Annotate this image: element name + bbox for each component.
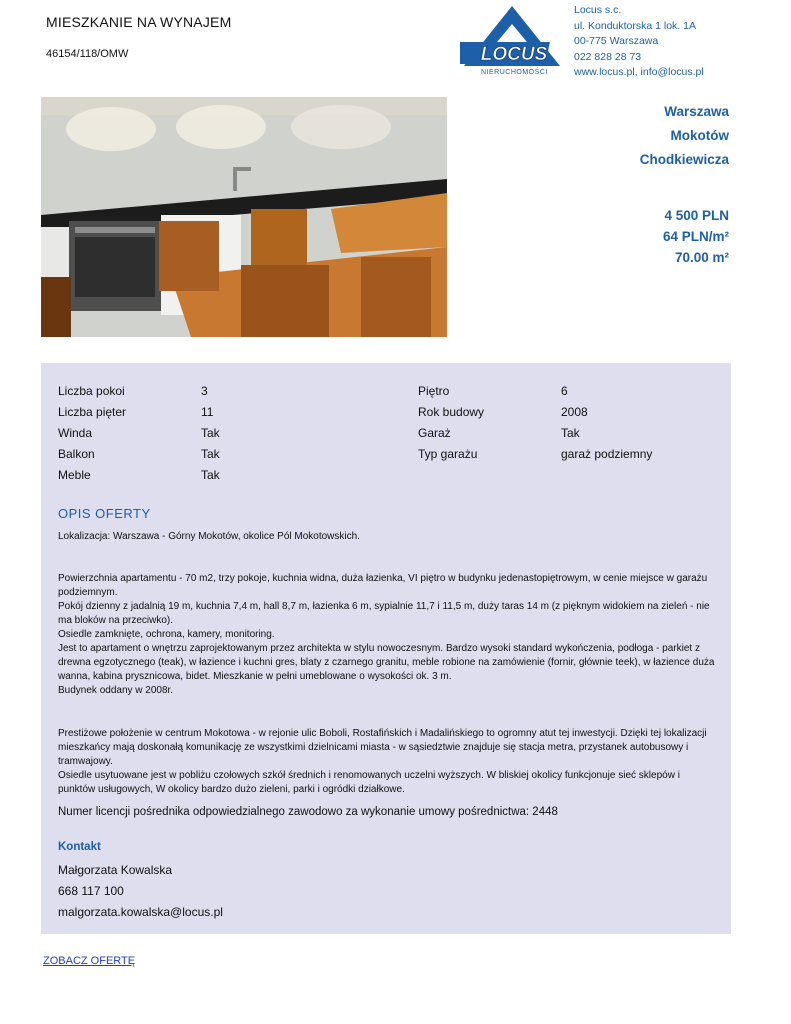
description-paragraph: Budynek oddany w 2008r. bbox=[58, 685, 174, 696]
description-text bbox=[58, 530, 718, 797]
description-paragraph: Prestiżowe położenie w centrum Mokotowa - w rejonie ulic Boboli, Rostafińskich i Madalińskiego to ogromny atut tej inwestycji. Dzięki tej lokalizacji mieszkańcy mają doskonałą komunikację ze wszystkimi dzielnicami miasta - w sąsiedztwie znajduje się stacja metra, przystanek autobusowy i tramwajowy. bbox=[58, 728, 707, 767]
agency-address: ul. Konduktorska 1 lok. 1A bbox=[574, 19, 696, 32]
param-value: garaż podziemny bbox=[561, 446, 653, 461]
description-paragraph: Powierzchnia apartamentu - 70 m2, trzy pokoje, kuchnia widna, duża łazienka, VI piętro w budynku jedenastopiętrowym, w cenie miejsce w garażu podziemnym. bbox=[58, 573, 708, 598]
param-value: 2008 bbox=[561, 404, 588, 419]
price-total: 4 500 PLN bbox=[664, 208, 729, 223]
param-value: Tak bbox=[201, 446, 220, 461]
agency-web[interactable]: www.locus.pl, info@locus.pl bbox=[574, 66, 704, 78]
param-label: Piętro bbox=[418, 383, 450, 398]
listing-title: MIESZKANIE NA WYNAJEM bbox=[46, 14, 232, 30]
price-per-m2: 64 PLN/m² bbox=[662, 229, 729, 244]
param-value: Tak bbox=[561, 425, 580, 440]
params-row bbox=[58, 464, 741, 485]
param-label: Meble bbox=[58, 467, 91, 482]
contact-email[interactable]: malgorzata.kowalska@locus.pl bbox=[58, 905, 223, 919]
area: 70.00 m² bbox=[674, 250, 729, 265]
contact-block bbox=[58, 860, 223, 923]
param-label: Balkon bbox=[58, 446, 95, 461]
params-row bbox=[58, 401, 741, 422]
location-street: Chodkiewicza bbox=[639, 152, 729, 167]
param-label: Winda bbox=[58, 425, 93, 440]
contact-heading: Kontakt bbox=[58, 841, 101, 853]
param-label: Liczba pokoi bbox=[58, 383, 125, 398]
svg-text:LOCUS: LOCUS bbox=[480, 44, 548, 65]
param-label: Garaż bbox=[418, 425, 451, 440]
location-city: Warszawa bbox=[664, 104, 729, 119]
param-value: 3 bbox=[201, 383, 208, 398]
param-value: 6 bbox=[561, 383, 568, 398]
agency-contact bbox=[574, 3, 704, 81]
description-paragraph: Osiedle usytuowane jest w pobliżu czołowych szkół średnich i renomowanych uczelni wyższych. W bliskiej okolicy funkcjonuje sieć sklepów i punktów usługowych, W okolicy bardzo dużo zieleni, parki i ogródki działkowe. bbox=[58, 770, 680, 795]
contact-name: Małgorzata Kowalska bbox=[58, 863, 173, 877]
agency-city: 00-775 Warszawa bbox=[574, 35, 659, 47]
view-offer-link[interactable]: ZOBACZ OFERTĘ bbox=[43, 955, 136, 967]
params-table bbox=[58, 380, 741, 485]
agency-phone: 022 828 28 73 bbox=[574, 50, 642, 63]
location-block bbox=[640, 100, 729, 172]
param-value: Tak bbox=[201, 425, 220, 440]
param-value: Tak bbox=[201, 467, 220, 482]
params-row bbox=[58, 443, 741, 464]
logo-subtext: NIERUCHOMOŚCI bbox=[481, 69, 548, 76]
description-paragraph: Pokój dzienny z jadalnią 19 m, kuchnia 7,4 m, hall 8,7 m, łazienka 6 m, sypialnie 11,7 i 11,5 m, duży taras 14 m (z pięknym widokiem na zieleń - nie ma bloków na przeciwko). bbox=[58, 601, 710, 626]
params-row bbox=[58, 380, 741, 401]
apartment-photo bbox=[41, 97, 447, 337]
description-paragraph: Jest to apartament o wnętrzu zaprojektowanym przez architekta w stylu nowoczesnym. Bardzo wysoki standard wykończenia, podłoga - parkiet z drewna egzotycznego (teak), w łazience i kuchni gres, blaty z czarnego granitu, meble robione na zamówienie (fornir, głównie teek), w łazience duża wanna, kabina prysznicowa, bidet. Mieszkanie w pełni umeblowane o wysokości ok. 3 m. bbox=[58, 643, 715, 682]
param-label: Liczba pięter bbox=[58, 404, 127, 419]
agency-name: Locus s.c. bbox=[574, 4, 622, 16]
param-value: 11 bbox=[201, 404, 214, 419]
details-panel bbox=[41, 363, 731, 934]
location-district: Mokotów bbox=[670, 128, 729, 143]
param-label: Rok budowy bbox=[418, 404, 485, 419]
description-heading: OPIS OFERTY bbox=[58, 506, 151, 521]
param-label: Typ garażu bbox=[418, 446, 478, 461]
listing-reference: 46154/118/OMW bbox=[46, 48, 129, 60]
price-block bbox=[663, 205, 729, 268]
license-number: Numer licencji pośrednika odpowiedzialnego zawodowo za wykonanie umowy pośrednictwa: 2448 bbox=[58, 806, 558, 818]
description-location: Lokalizacja: Warszawa - Górny Mokotów, okolice Pól Mokotowskich. bbox=[58, 531, 360, 542]
contact-phone: 668 117 100 bbox=[58, 884, 124, 898]
params-row bbox=[58, 422, 741, 443]
description-paragraph: Osiedle zamknięte, ochrona, kamery, monitoring. bbox=[58, 629, 275, 640]
